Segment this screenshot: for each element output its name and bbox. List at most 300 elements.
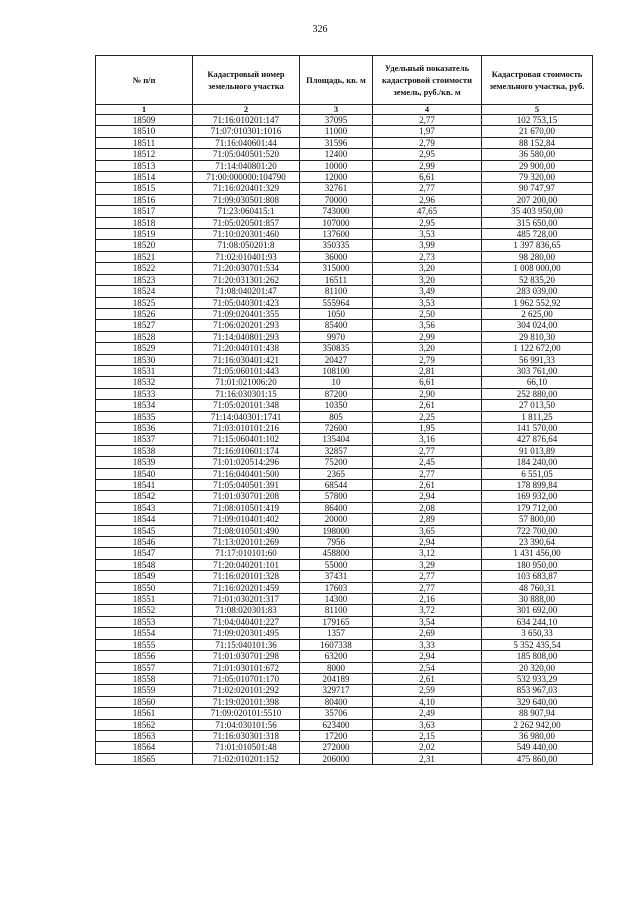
cell-cadastral-number: 71:07:010301:1016 [193,126,300,137]
table-row [96,742,593,753]
cell-row-number: 18521 [96,251,193,262]
cell-area: 20427 [300,354,373,365]
cell-specific-value: 2,61 [373,480,482,491]
cell-specific-value: 2,49 [373,708,482,719]
cell-specific-value: 2,50 [373,308,482,319]
cell-row-number: 18559 [96,685,193,696]
header-area: Площадь, кв. м [300,56,373,105]
cell-row-number: 18522 [96,263,193,274]
cell-cadastral-value: 52 835,20 [482,274,593,285]
cell-cadastral-number: 71:01:030201:317 [193,594,300,605]
cell-area: 137600 [300,229,373,240]
cell-specific-value: 1,97 [373,126,482,137]
cell-cadastral-value: 57 800,00 [482,514,593,525]
table-row [96,160,593,171]
cell-area: 37095 [300,115,373,126]
cell-cadastral-number: 71:08:040201:47 [193,286,300,297]
cell-cadastral-value: 179 712,00 [482,502,593,513]
cell-area: 16511 [300,274,373,285]
cell-row-number: 18516 [96,194,193,205]
cell-specific-value: 2,25 [373,411,482,422]
cell-cadastral-number: 71:01:020514:296 [193,457,300,468]
cell-cadastral-number: 71:20:040201:101 [193,559,300,570]
table-row [96,696,593,707]
cell-cadastral-number: 71:09:020301:495 [193,628,300,639]
cell-cadastral-number: 71:08:050201:8 [193,240,300,251]
cell-area: 1357 [300,628,373,639]
cell-cadastral-value: 722 700,00 [482,525,593,536]
cell-area: 81100 [300,286,373,297]
cell-specific-value: 2,89 [373,514,482,525]
cell-area: 10000 [300,160,373,171]
table-row [96,628,593,639]
table-row [96,719,593,730]
cell-cadastral-value: 180 950,00 [482,559,593,570]
header-specific-value: Удельный показатель кадастровой стоимости земель, руб./кв. м [373,56,482,105]
cell-row-number: 18544 [96,514,193,525]
cell-specific-value: 2,81 [373,365,482,376]
cell-area: 86400 [300,502,373,513]
cell-cadastral-number: 71:16:020101:328 [193,571,300,582]
cell-cadastral-value: 1 008 000,00 [482,263,593,274]
cell-row-number: 18513 [96,160,193,171]
cell-cadastral-value: 141 570,00 [482,422,593,433]
cell-row-number: 18537 [96,434,193,445]
cell-cadastral-value: 329 640,00 [482,696,593,707]
cell-cadastral-number: 71:09:020401:355 [193,308,300,319]
table-row [96,434,593,445]
cell-area: 14300 [300,594,373,605]
cell-specific-value: 3,54 [373,616,482,627]
cell-area: 743000 [300,206,373,217]
table-row [96,445,593,456]
cell-row-number: 18550 [96,582,193,593]
cell-cadastral-value: 207 200,00 [482,194,593,205]
cell-cadastral-value: 3 650,33 [482,628,593,639]
cell-area: 805 [300,411,373,422]
cell-cadastral-number: 71:01:021006:20 [193,377,300,388]
header-row [96,56,593,105]
cell-cadastral-number: 71:09:010401:402 [193,514,300,525]
column-number: 5 [482,105,593,115]
cell-cadastral-number: 71:16:040601:44 [193,137,300,148]
cell-area: 8000 [300,662,373,673]
cell-cadastral-number: 71:08:010501:419 [193,502,300,513]
cell-area: 20000 [300,514,373,525]
table-row [96,411,593,422]
cell-row-number: 18556 [96,651,193,662]
table-row [96,594,593,605]
cell-area: 11000 [300,126,373,137]
table-row [96,343,593,354]
cell-area: 107000 [300,217,373,228]
table-row [96,491,593,502]
cell-row-number: 18520 [96,240,193,251]
cell-cadastral-number: 71:05:040501:520 [193,149,300,160]
header-row-number: № п/п [96,56,193,105]
cell-cadastral-number: 71:09:030501:808 [193,194,300,205]
cell-row-number: 18543 [96,502,193,513]
cell-cadastral-number: 71:19:020101:398 [193,696,300,707]
column-number: 1 [96,105,193,115]
cell-cadastral-number: 71:16:020401:329 [193,183,300,194]
cell-cadastral-number: 71:02:020101:292 [193,685,300,696]
cell-specific-value: 3,20 [373,343,482,354]
column-number: 4 [373,105,482,115]
cell-cadastral-number: 71:04:040401:227 [193,616,300,627]
cell-area: 55000 [300,559,373,570]
cell-cadastral-value: 36 980,00 [482,730,593,741]
cell-row-number: 18563 [96,730,193,741]
cell-specific-value: 2,96 [373,194,482,205]
cell-specific-value: 2,99 [373,331,482,342]
table-row [96,673,593,684]
table-row [96,308,593,319]
cell-cadastral-number: 71:01:010501:48 [193,742,300,753]
cell-cadastral-number: 71:10:020301:460 [193,229,300,240]
cell-row-number: 18546 [96,537,193,548]
cell-cadastral-number: 71:01:030701:298 [193,651,300,662]
cell-cadastral-number: 71:16:010201:147 [193,115,300,126]
cell-cadastral-value: 178 899,84 [482,480,593,491]
table-row [96,559,593,570]
cell-cadastral-number: 71:23:060415:1 [193,206,300,217]
cell-specific-value: 3,63 [373,719,482,730]
cell-row-number: 18564 [96,742,193,753]
cell-cadastral-value: 1 962 552,92 [482,297,593,308]
cell-specific-value: 2,77 [373,468,482,479]
table-row [96,753,593,764]
cell-cadastral-value: 66,10 [482,377,593,388]
table-row [96,126,593,137]
cell-specific-value: 3,33 [373,639,482,650]
cell-cadastral-value: 103 683,87 [482,571,593,582]
table-row [96,115,593,126]
header-cadastral-value: Кадастровая стоимость земельного участка, руб. [482,56,593,105]
cell-specific-value: 3,56 [373,320,482,331]
cell-specific-value: 6,61 [373,172,482,183]
table-row [96,616,593,627]
cell-cadastral-value: 90 747,97 [482,183,593,194]
cell-specific-value: 3,53 [373,297,482,308]
cell-row-number: 18539 [96,457,193,468]
table-row [96,708,593,719]
cell-cadastral-value: 20 320,00 [482,662,593,673]
table-row [96,730,593,741]
cell-area: 81100 [300,605,373,616]
table-row [96,194,593,205]
cell-area: 350335 [300,240,373,251]
cell-area: 108100 [300,365,373,376]
cell-row-number: 18560 [96,696,193,707]
cell-row-number: 18547 [96,548,193,559]
cell-specific-value: 2,16 [373,594,482,605]
table-row [96,286,593,297]
cell-area: 68544 [300,480,373,491]
table-body [96,115,593,765]
cell-cadastral-value: 1 431 456,00 [482,548,593,559]
cell-cadastral-value: 1 397 836,65 [482,240,593,251]
cell-row-number: 18534 [96,400,193,411]
cell-specific-value: 2,95 [373,217,482,228]
table-row [96,377,593,388]
table-row [96,651,593,662]
cell-cadastral-value: 35 403 950,00 [482,206,593,217]
cell-row-number: 18538 [96,445,193,456]
cell-specific-value: 2,77 [373,571,482,582]
cell-area: 272000 [300,742,373,753]
cell-area: 9970 [300,331,373,342]
table-row [96,331,593,342]
cell-row-number: 18529 [96,343,193,354]
cell-cadastral-value: 169 932,00 [482,491,593,502]
cell-specific-value: 2,61 [373,673,482,684]
table-row [96,639,593,650]
cell-area: 329717 [300,685,373,696]
cell-cadastral-number: 71:09:020101:5510 [193,708,300,719]
cell-cadastral-value: 56 991,33 [482,354,593,365]
cell-cadastral-number: 71:01:030701:208 [193,491,300,502]
column-number-row [96,105,593,115]
cell-cadastral-number: 71:05:040501:391 [193,480,300,491]
cell-cadastral-value: 5 352 435,54 [482,639,593,650]
cell-specific-value: 2,94 [373,537,482,548]
table-row [96,229,593,240]
cadastral-table [95,55,593,765]
cell-row-number: 18565 [96,753,193,764]
cell-cadastral-number: 71:14:040801:293 [193,331,300,342]
cell-row-number: 18553 [96,616,193,627]
table-row [96,206,593,217]
cell-specific-value: 2,73 [373,251,482,262]
cell-cadastral-value: 88 907,94 [482,708,593,719]
cell-area: 17200 [300,730,373,741]
cell-cadastral-number: 71:03:010101:216 [193,422,300,433]
cell-area: 10 [300,377,373,388]
cell-area: 72600 [300,422,373,433]
table-row [96,514,593,525]
table-row [96,422,593,433]
cell-cadastral-number: 71:02:010201:152 [193,753,300,764]
cell-cadastral-number: 71:13:020101:269 [193,537,300,548]
cell-cadastral-number: 71:05:060101:443 [193,365,300,376]
cell-cadastral-number: 71:15:040101:36 [193,639,300,650]
table-row [96,172,593,183]
cell-cadastral-value: 29 900,00 [482,160,593,171]
table-row [96,468,593,479]
table-row [96,297,593,308]
cell-row-number: 18509 [96,115,193,126]
cell-cadastral-value: 185 808,00 [482,651,593,662]
table-row [96,274,593,285]
cell-cadastral-value: 48 760,31 [482,582,593,593]
table-row [96,263,593,274]
table-row [96,149,593,160]
cell-area: 2365 [300,468,373,479]
cell-cadastral-number: 71:05:020101:348 [193,400,300,411]
cell-area: 206000 [300,753,373,764]
cell-row-number: 18558 [96,673,193,684]
cell-cadastral-number: 71:08:020301:83 [193,605,300,616]
cell-specific-value: 3,20 [373,263,482,274]
cell-area: 32761 [300,183,373,194]
cell-cadastral-number: 71:14:040301:1741 [193,411,300,422]
cell-area: 63200 [300,651,373,662]
cell-cadastral-value: 853 967,03 [482,685,593,696]
cell-specific-value: 2,59 [373,685,482,696]
column-number: 2 [193,105,300,115]
cell-row-number: 18511 [96,137,193,148]
cell-cadastral-value: 184 240,00 [482,457,593,468]
cell-specific-value: 3,72 [373,605,482,616]
cell-cadastral-value: 102 753,15 [482,115,593,126]
cell-area: 350835 [300,343,373,354]
table-row [96,480,593,491]
cell-area: 12000 [300,172,373,183]
cell-cadastral-number: 71:04:030101:56 [193,719,300,730]
cell-row-number: 18524 [96,286,193,297]
cell-specific-value: 2,77 [373,115,482,126]
cell-specific-value: 2,02 [373,742,482,753]
table-row [96,685,593,696]
cell-row-number: 18535 [96,411,193,422]
cell-specific-value: 2,94 [373,491,482,502]
table-row [96,183,593,194]
cell-row-number: 18526 [96,308,193,319]
cell-row-number: 18551 [96,594,193,605]
cell-specific-value: 2,95 [373,149,482,160]
table-row [96,217,593,228]
table-row [96,537,593,548]
cell-area: 179165 [300,616,373,627]
cell-row-number: 18517 [96,206,193,217]
table-row [96,354,593,365]
cell-specific-value: 3,99 [373,240,482,251]
cell-row-number: 18540 [96,468,193,479]
cell-area: 17603 [300,582,373,593]
cell-specific-value: 3,16 [373,434,482,445]
cell-cadastral-value: 304 024,00 [482,320,593,331]
cell-area: 70000 [300,194,373,205]
column-number: 3 [300,105,373,115]
cell-area: 12400 [300,149,373,160]
table-row [96,320,593,331]
cell-row-number: 18518 [96,217,193,228]
cell-cadastral-value: 98 280,00 [482,251,593,262]
cell-row-number: 18545 [96,525,193,536]
cell-cadastral-value: 6 551,05 [482,468,593,479]
cell-row-number: 18531 [96,365,193,376]
cell-specific-value: 2,99 [373,160,482,171]
cell-cadastral-value: 532 933,29 [482,673,593,684]
cell-cadastral-value: 36 580,00 [482,149,593,160]
cell-specific-value: 3,53 [373,229,482,240]
cell-cadastral-number: 71:20:031301:262 [193,274,300,285]
cell-row-number: 18532 [96,377,193,388]
cell-cadastral-number: 71:16:040401:500 [193,468,300,479]
cell-row-number: 18519 [96,229,193,240]
cell-area: 80400 [300,696,373,707]
cell-row-number: 18554 [96,628,193,639]
cell-specific-value: 2,77 [373,183,482,194]
cell-row-number: 18548 [96,559,193,570]
cell-area: 10350 [300,400,373,411]
cell-specific-value: 2,94 [373,651,482,662]
cell-specific-value: 47,65 [373,206,482,217]
cell-area: 623400 [300,719,373,730]
cell-cadastral-value: 1 811,25 [482,411,593,422]
cell-area: 7956 [300,537,373,548]
table-row [96,571,593,582]
cell-area: 204189 [300,673,373,684]
table-row [96,662,593,673]
cell-specific-value: 2,08 [373,502,482,513]
cell-cadastral-value: 30 888,00 [482,594,593,605]
cell-specific-value: 2,15 [373,730,482,741]
cell-cadastral-number: 71:02:010401:93 [193,251,300,262]
cell-cadastral-number: 71:00:000000:104790 [193,172,300,183]
cell-cadastral-value: 485 728,00 [482,229,593,240]
table-row [96,365,593,376]
cell-row-number: 18533 [96,388,193,399]
cell-area: 35706 [300,708,373,719]
cell-specific-value: 2,31 [373,753,482,764]
cell-specific-value: 2,54 [373,662,482,673]
cell-specific-value: 2,79 [373,137,482,148]
cell-specific-value: 3,65 [373,525,482,536]
cell-row-number: 18552 [96,605,193,616]
cell-cadastral-value: 315 650,00 [482,217,593,228]
table-row [96,502,593,513]
cell-row-number: 18528 [96,331,193,342]
cell-row-number: 18510 [96,126,193,137]
cell-cadastral-value: 88 152,84 [482,137,593,148]
cell-area: 36000 [300,251,373,262]
cell-row-number: 18562 [96,719,193,730]
cell-cadastral-value: 301 692,00 [482,605,593,616]
cell-cadastral-number: 71:01:030101:672 [193,662,300,673]
cell-cadastral-number: 71:16:020201:459 [193,582,300,593]
cell-cadastral-value: 634 244,10 [482,616,593,627]
cell-specific-value: 2,90 [373,388,482,399]
cell-cadastral-number: 71:17:010101:60 [193,548,300,559]
cell-cadastral-value: 91 013,89 [482,445,593,456]
cell-cadastral-value: 303 761,00 [482,365,593,376]
table-row [96,240,593,251]
table-row [96,582,593,593]
cell-row-number: 18541 [96,480,193,491]
cell-specific-value: 2,69 [373,628,482,639]
cell-cadastral-number: 71:06:020201:293 [193,320,300,331]
table-row [96,605,593,616]
cell-cadastral-number: 71:05:010701:170 [193,673,300,684]
cell-cadastral-value: 27 013,50 [482,400,593,411]
cell-row-number: 18523 [96,274,193,285]
cell-row-number: 18527 [96,320,193,331]
cell-cadastral-number: 71:16:030301:318 [193,730,300,741]
cell-area: 31596 [300,137,373,148]
cell-cadastral-number: 71:16:010601:174 [193,445,300,456]
cell-specific-value: 2,45 [373,457,482,468]
table-row [96,400,593,411]
cell-cadastral-value: 283 039,00 [482,286,593,297]
cell-cadastral-number: 71:08:010501:490 [193,525,300,536]
cell-cadastral-number: 71:20:030701:534 [193,263,300,274]
table-row [96,251,593,262]
cell-area: 198000 [300,525,373,536]
cell-row-number: 18525 [96,297,193,308]
cell-cadastral-number: 71:14:040801:20 [193,160,300,171]
